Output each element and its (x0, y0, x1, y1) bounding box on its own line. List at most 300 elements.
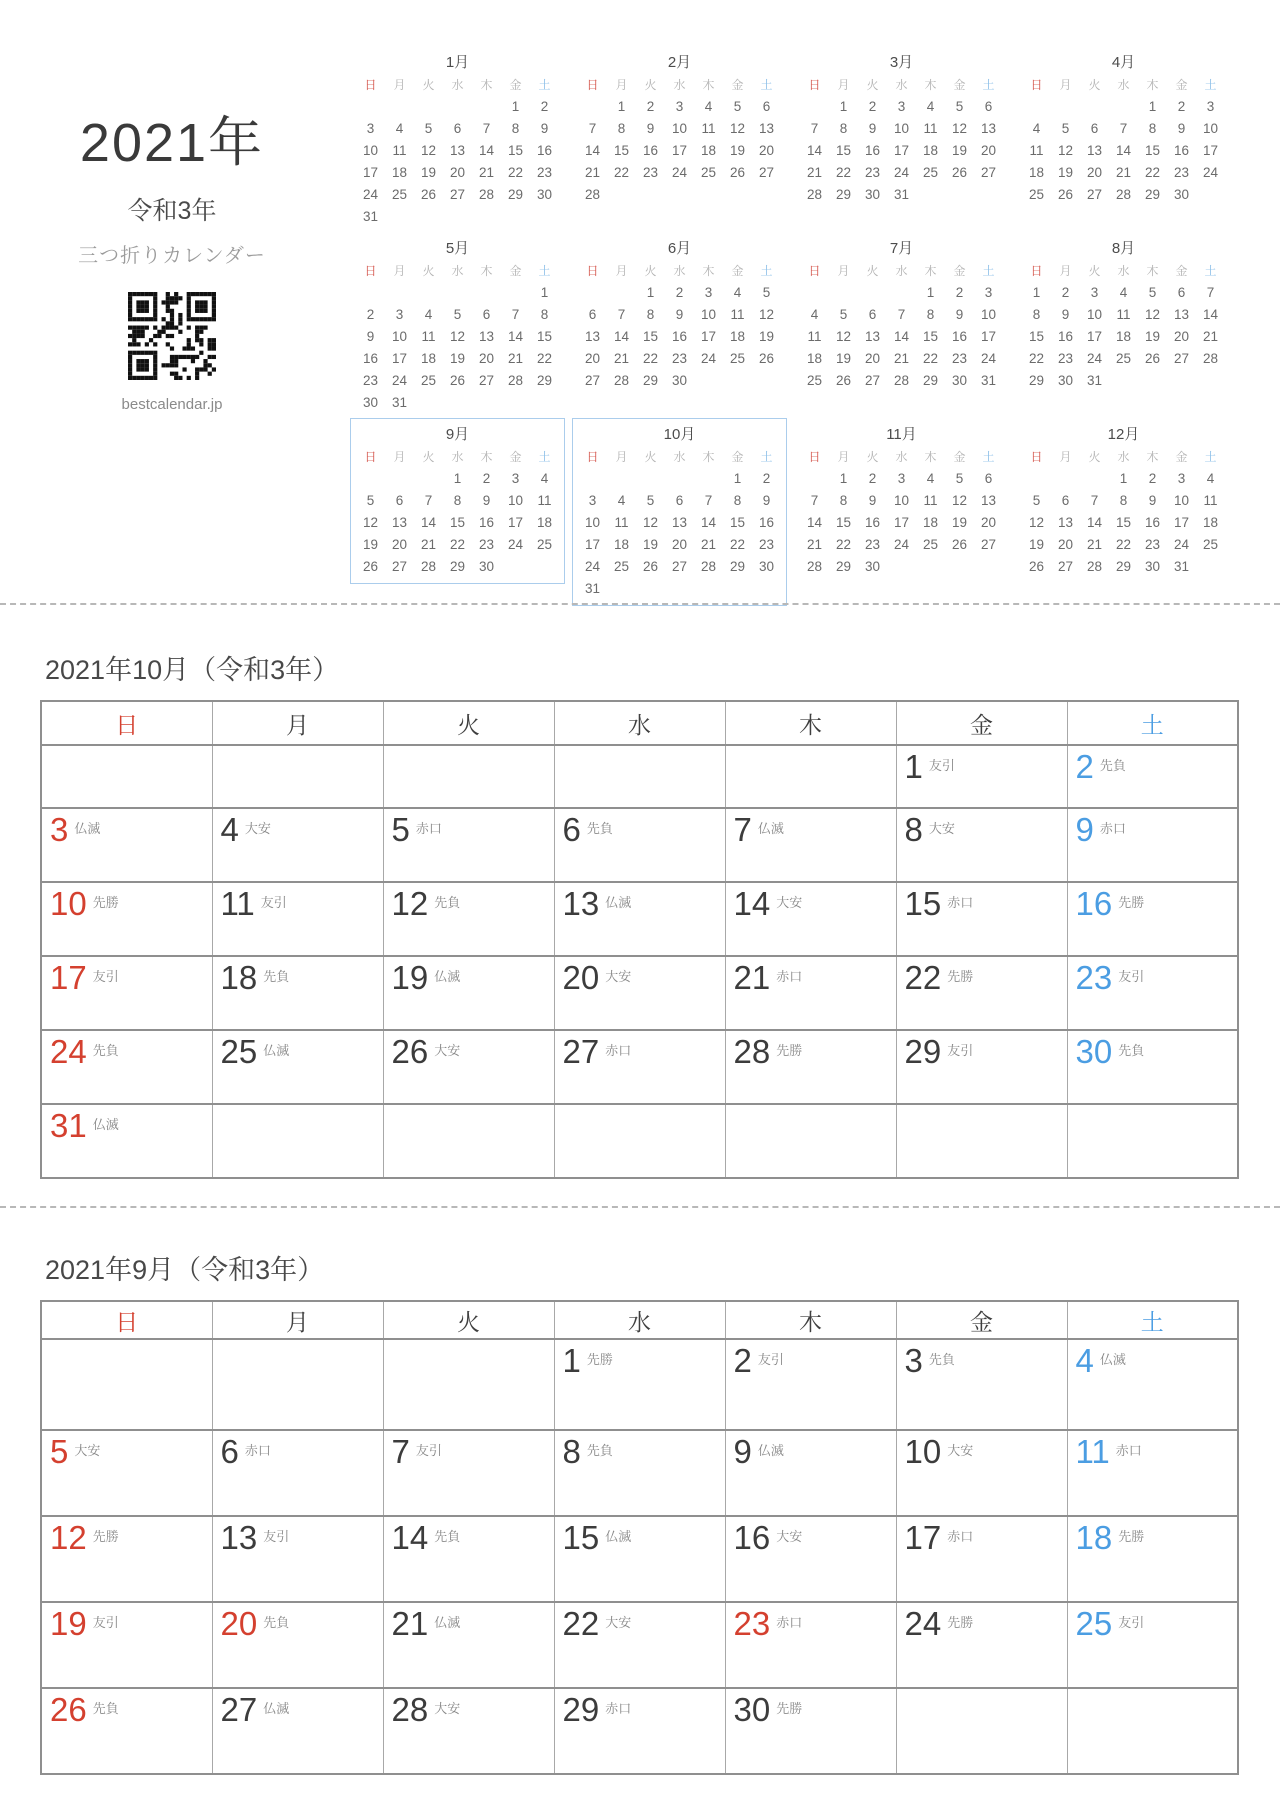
mini-month-title: 5月 (445, 240, 470, 257)
mini-empty-cell (665, 184, 694, 206)
mini-day-cell: 22 (1144, 165, 1161, 180)
mini-empty-cell (607, 578, 636, 600)
empty-day-cell (212, 745, 383, 808)
day-cell (41, 882, 212, 956)
mini-empty-cell (578, 282, 607, 304)
mini-day-cell: 3 (984, 285, 993, 300)
mini-day-cell: 30 (864, 559, 881, 574)
mini-weekday-header: 日 (1030, 264, 1043, 278)
rokuyo-label: 友引 (1118, 969, 1145, 984)
rokuyo-label: 友引 (415, 1443, 442, 1458)
day-cell (896, 1339, 1067, 1430)
mini-day-cell: 19 (951, 515, 968, 530)
mini-day-cell: 26 (951, 165, 968, 180)
section-title-october: 2021年10月（令和3年） (45, 655, 340, 685)
day-cell (725, 1339, 896, 1430)
mini-day-cell: 16 (362, 351, 379, 366)
mini-day-cell: 7 (617, 307, 626, 322)
mini-day-cell: 11 (537, 493, 552, 508)
weekday-header: 木 (725, 701, 896, 745)
mini-day-cell: 19 (642, 537, 659, 552)
mini-month-2月 (578, 52, 781, 206)
day-cell (383, 1430, 554, 1516)
mini-day-cell: 21 (700, 537, 717, 552)
day-cell-content (905, 1435, 1067, 1470)
mini-day-cell: 6 (1061, 493, 1070, 508)
rokuyo-label: 友引 (263, 1529, 290, 1544)
mini-weekday-header: 木 (924, 264, 937, 278)
mini-day-cell: 4 (926, 99, 935, 114)
day-cell-content (50, 1521, 212, 1556)
mini-empty-cell (723, 184, 752, 206)
mini-day-cell: 15 (835, 515, 852, 530)
mini-day-cell: 13 (758, 121, 775, 136)
date-number: 14 (391, 1519, 429, 1556)
mini-weekday-header: 火 (866, 450, 879, 464)
mini-month-grid (1022, 446, 1225, 578)
mini-day-cell: 25 (729, 351, 746, 366)
mini-empty-cell (945, 184, 974, 206)
mini-day-cell: 14 (806, 515, 823, 530)
mini-day-cell: 29 (835, 187, 852, 202)
day-cell (1067, 956, 1238, 1030)
mini-day-cell: 1 (1032, 285, 1041, 300)
mini-day-cell: 13 (1173, 307, 1190, 322)
mini-day-cell: 3 (1177, 471, 1186, 486)
mini-empty-cell (472, 206, 501, 228)
mini-empty-cell (443, 206, 472, 228)
mini-weekday-header: 火 (1088, 450, 1101, 464)
mini-empty-cell (443, 392, 472, 414)
mini-weekday-header: 土 (538, 78, 551, 92)
rokuyo-label: 先勝 (1118, 895, 1145, 910)
mini-day-cell: 20 (478, 351, 495, 366)
day-cell-content (1076, 813, 1238, 848)
week-row (41, 956, 1238, 1030)
rokuyo-label: 大安 (605, 1615, 632, 1630)
mini-month-grid (356, 74, 559, 228)
week-row (41, 745, 1238, 808)
day-cell-content (392, 961, 554, 996)
mini-day-cell: 17 (980, 329, 997, 344)
mini-day-cell: 26 (449, 373, 466, 388)
mini-day-cell: 3 (588, 493, 597, 508)
mini-day-cell: 25 (1028, 187, 1045, 202)
mini-weekday-header: 日 (808, 450, 821, 464)
mini-day-cell: 17 (1086, 329, 1103, 344)
mini-day-cell: 3 (897, 471, 906, 486)
day-cell (41, 956, 212, 1030)
mini-day-cell: 1 (1148, 99, 1157, 114)
mini-day-cell: 9 (1148, 493, 1157, 508)
mini-weekday-header: 日 (364, 78, 377, 92)
mini-weekday-header: 月 (393, 264, 406, 278)
mini-empty-cell (752, 578, 781, 600)
mini-weekday-header: 土 (1204, 450, 1217, 464)
day-cell (554, 1430, 725, 1516)
mini-day-cell: 6 (395, 493, 404, 508)
rokuyo-label: 仏滅 (605, 1529, 632, 1544)
rokuyo-label: 先負 (434, 895, 461, 910)
mini-empty-cell (752, 184, 781, 206)
mini-day-cell: 4 (1119, 285, 1128, 300)
mini-day-cell: 23 (864, 537, 881, 552)
mini-weekday-header: 月 (393, 78, 406, 92)
date-number: 4 (220, 811, 239, 848)
day-cell (554, 808, 725, 882)
mini-day-cell: 31 (584, 581, 601, 596)
mini-day-cell: 23 (1057, 351, 1074, 366)
date-number: 28 (733, 1033, 771, 1070)
date-number: 7 (733, 811, 752, 848)
mini-empty-cell (414, 206, 443, 228)
rokuyo-label: 赤口 (1099, 821, 1126, 836)
date-number: 13 (562, 885, 600, 922)
mini-day-cell: 5 (1061, 121, 1070, 136)
mini-day-cell: 14 (1115, 143, 1132, 158)
mini-day-cell: 6 (984, 99, 993, 114)
date-number: 29 (904, 1033, 942, 1070)
mini-weekday-header: 火 (866, 264, 879, 278)
mini-day-cell: 3 (395, 307, 404, 322)
day-cell-content (392, 1435, 554, 1470)
mini-day-cell: 10 (893, 493, 910, 508)
rokuyo-label: 先負 (263, 969, 290, 984)
day-cell (383, 956, 554, 1030)
mini-weekday-header: 月 (393, 450, 406, 464)
mini-weekday-header: 日 (586, 78, 599, 92)
mini-empty-cell (356, 282, 385, 304)
weekday-header: 金 (896, 701, 1067, 745)
day-cell-content (50, 1109, 212, 1144)
mini-weekday-header: 火 (1088, 264, 1101, 278)
date-number: 2 (733, 1342, 752, 1379)
mini-day-cell: 25 (700, 165, 717, 180)
mini-day-cell: 10 (980, 307, 997, 322)
day-cell (212, 1688, 383, 1774)
mini-day-cell: 30 (478, 559, 495, 574)
day-cell (554, 1339, 725, 1430)
mini-day-cell: 22 (922, 351, 939, 366)
day-cell (896, 1602, 1067, 1688)
day-cell (1067, 1030, 1238, 1104)
mini-empty-cell (800, 468, 829, 490)
weekday-header: 水 (554, 701, 725, 745)
date-number: 16 (733, 1519, 771, 1556)
mini-day-cell: 10 (671, 121, 688, 136)
day-cell-content (392, 887, 554, 922)
mini-day-cell: 19 (449, 351, 466, 366)
mini-day-cell: 10 (391, 329, 408, 344)
date-number: 5 (50, 1433, 69, 1470)
date-number: 17 (904, 1519, 942, 1556)
date-number: 13 (220, 1519, 258, 1556)
mini-day-cell: 6 (868, 307, 877, 322)
week-row (41, 1104, 1238, 1178)
day-cell (554, 882, 725, 956)
day-cell-content (563, 1435, 725, 1470)
empty-day-cell (725, 745, 896, 808)
day-cell-content (905, 887, 1067, 922)
mini-day-cell: 11 (392, 143, 407, 158)
mini-empty-cell (443, 96, 472, 118)
day-cell (212, 882, 383, 956)
mini-day-cell: 16 (1144, 515, 1161, 530)
day-cell-content (734, 1607, 896, 1642)
weekday-header-row (41, 701, 1238, 745)
mini-day-cell: 7 (588, 121, 597, 136)
mini-weekday-header: 木 (1146, 450, 1159, 464)
date-number: 26 (391, 1033, 429, 1070)
mini-weekday-header: 火 (644, 264, 657, 278)
date-number: 28 (391, 1691, 429, 1728)
mini-day-cell: 24 (700, 351, 717, 366)
day-cell-content (734, 1693, 896, 1728)
day-cell-content (1076, 1521, 1238, 1556)
mini-day-cell: 20 (584, 351, 601, 366)
mini-weekday-header: 水 (1117, 264, 1130, 278)
day-cell (212, 1030, 383, 1104)
day-cell-content (734, 1035, 896, 1070)
mini-day-cell: 8 (540, 307, 549, 322)
mini-day-cell: 23 (951, 351, 968, 366)
mini-weekday-header: 月 (1059, 264, 1072, 278)
empty-day-cell (383, 745, 554, 808)
date-number: 4 (1075, 1342, 1094, 1379)
rokuyo-label: 仏滅 (605, 895, 632, 910)
mini-empty-cell (472, 392, 501, 414)
mini-day-cell: 12 (449, 329, 466, 344)
day-cell (1067, 1516, 1238, 1602)
date-number: 20 (220, 1605, 258, 1642)
mini-day-cell: 26 (835, 373, 852, 388)
mini-day-cell: 11 (1029, 143, 1044, 158)
day-cell-content (1076, 750, 1238, 785)
mini-empty-cell (974, 184, 1003, 206)
mini-empty-cell (501, 556, 530, 578)
mini-day-cell: 14 (1202, 307, 1219, 322)
mini-day-cell: 6 (1177, 285, 1186, 300)
mini-empty-cell (385, 468, 414, 490)
mini-empty-cell (414, 96, 443, 118)
weekday-header: 金 (896, 1301, 1067, 1339)
mini-day-cell: 24 (980, 351, 997, 366)
mini-day-cell: 22 (1115, 537, 1132, 552)
day-cell (41, 1104, 212, 1178)
mini-day-cell: 21 (1086, 537, 1103, 552)
mini-day-cell: 27 (478, 373, 495, 388)
day-cell-content (50, 1435, 212, 1470)
mini-month-grid (800, 260, 1003, 392)
mini-day-cell: 24 (391, 373, 408, 388)
mini-empty-cell (607, 468, 636, 490)
week-row (41, 882, 1238, 956)
mini-day-cell: 25 (1115, 351, 1132, 366)
mini-day-cell: 27 (980, 165, 997, 180)
mini-empty-cell (945, 556, 974, 578)
mini-day-cell: 13 (980, 493, 997, 508)
mini-day-cell: 24 (893, 537, 910, 552)
mini-empty-cell (694, 184, 723, 206)
mini-empty-cell (694, 468, 723, 490)
mini-weekday-header: 木 (702, 78, 715, 92)
mini-weekday-header: 火 (1088, 78, 1101, 92)
mini-day-cell: 2 (1061, 285, 1070, 300)
empty-day-cell (41, 745, 212, 808)
mini-weekday-header: 月 (837, 264, 850, 278)
mini-month-grid (578, 74, 781, 206)
mini-day-cell: 5 (955, 471, 964, 486)
weekday-header: 日 (41, 1301, 212, 1339)
mini-empty-cell (356, 468, 385, 490)
rokuyo-label: 友引 (757, 1352, 784, 1367)
rokuyo-label: 大安 (928, 821, 955, 836)
empty-day-cell (554, 1104, 725, 1178)
mini-day-cell: 29 (1028, 373, 1045, 388)
mini-day-cell: 29 (507, 187, 524, 202)
weekday-header: 月 (212, 701, 383, 745)
date-number: 27 (562, 1033, 600, 1070)
mini-day-cell: 1 (839, 99, 848, 114)
date-number: 10 (50, 885, 87, 922)
rokuyo-label: 友引 (1118, 1615, 1145, 1630)
mini-weekday-header: 水 (673, 450, 686, 464)
mini-day-cell: 28 (584, 187, 601, 202)
mini-day-cell: 10 (700, 307, 717, 322)
day-cell-content (392, 1693, 554, 1728)
day-cell (41, 1430, 212, 1516)
mini-day-cell: 22 (1028, 351, 1045, 366)
mini-month-9月 (356, 424, 559, 578)
mini-weekday-header: 水 (673, 78, 686, 92)
day-cell-content (221, 887, 383, 922)
weekday-header: 木 (725, 1301, 896, 1339)
mini-day-cell: 24 (584, 559, 601, 574)
mini-day-cell: 1 (1119, 471, 1128, 486)
rokuyo-label: 仏滅 (263, 1701, 290, 1716)
rokuyo-label: 大安 (947, 1443, 974, 1458)
mini-day-cell: 25 (1202, 537, 1219, 552)
mini-empty-cell (443, 282, 472, 304)
mini-day-cell: 31 (1086, 373, 1103, 388)
mini-day-cell: 9 (762, 493, 771, 508)
mini-month-6月 (578, 238, 781, 392)
mini-day-cell: 7 (704, 493, 713, 508)
mini-day-cell: 23 (758, 537, 775, 552)
day-cell-content (50, 813, 212, 848)
mini-empty-cell (636, 468, 665, 490)
mini-month-grid (800, 446, 1003, 578)
mini-empty-cell (916, 556, 945, 578)
mini-day-cell: 12 (1057, 143, 1074, 158)
mini-weekday-header: 月 (837, 78, 850, 92)
mini-empty-cell (501, 206, 530, 228)
mini-day-cell: 18 (1028, 165, 1045, 180)
week-row (41, 1516, 1238, 1602)
rokuyo-label: 仏滅 (74, 821, 101, 836)
rokuyo-label: 赤口 (776, 969, 803, 984)
mini-weekday-header: 金 (731, 264, 744, 278)
mini-day-cell: 1 (839, 471, 848, 486)
mini-month-7月 (800, 238, 1003, 392)
mini-weekday-header: 月 (615, 78, 628, 92)
mini-day-cell: 3 (1090, 285, 1099, 300)
day-cell-content (221, 1693, 383, 1728)
mini-day-cell: 16 (1173, 143, 1190, 158)
mini-day-cell: 21 (1202, 329, 1219, 344)
mini-day-cell: 3 (897, 99, 906, 114)
day-cell (41, 1030, 212, 1104)
date-number: 24 (50, 1033, 87, 1070)
day-cell (212, 956, 383, 1030)
mini-day-cell: 19 (729, 143, 746, 158)
mini-day-cell: 26 (642, 559, 659, 574)
date-number: 25 (1075, 1605, 1113, 1642)
mini-day-cell: 10 (507, 493, 524, 508)
mini-empty-cell (1109, 370, 1138, 392)
mini-weekday-header: 日 (586, 450, 599, 464)
rokuyo-label: 大安 (776, 1529, 803, 1544)
mini-day-cell: 14 (420, 515, 437, 530)
day-cell (896, 745, 1067, 808)
date-number: 20 (562, 959, 600, 996)
mini-day-cell: 12 (758, 307, 775, 322)
rokuyo-label: 友引 (260, 895, 287, 910)
mini-empty-cell (723, 578, 752, 600)
mini-empty-cell (1109, 96, 1138, 118)
mini-day-cell: 6 (675, 493, 684, 508)
mini-month-title: 4月 (1111, 54, 1136, 71)
rokuyo-label: 仏滅 (434, 1615, 461, 1630)
mini-empty-cell (530, 206, 559, 228)
day-cell-content (563, 1035, 725, 1070)
mini-weekday-header: 土 (538, 450, 551, 464)
weekday-header: 土 (1067, 1301, 1238, 1339)
mini-day-cell: 15 (1115, 515, 1132, 530)
mini-day-cell: 28 (613, 373, 630, 388)
day-cell-content (734, 1344, 896, 1379)
mini-day-cell: 25 (922, 165, 939, 180)
mini-day-cell: 26 (1144, 351, 1161, 366)
mini-empty-cell (1022, 468, 1051, 490)
mini-day-cell: 1 (453, 471, 462, 486)
mini-day-cell: 18 (1115, 329, 1132, 344)
mini-day-cell: 1 (926, 285, 935, 300)
mini-day-cell: 25 (806, 373, 823, 388)
mini-day-cell: 23 (1144, 537, 1161, 552)
mini-empty-cell (1080, 96, 1109, 118)
mini-day-cell: 29 (1144, 187, 1161, 202)
date-number: 25 (220, 1033, 258, 1070)
mini-weekday-header: 木 (702, 264, 715, 278)
mini-day-cell: 21 (806, 165, 823, 180)
mini-month-3月 (800, 52, 1003, 206)
mini-weekday-header: 土 (982, 78, 995, 92)
mini-empty-cell (636, 578, 665, 600)
mini-weekday-header: 金 (731, 78, 744, 92)
mini-day-cell: 28 (806, 187, 823, 202)
mini-empty-cell (665, 578, 694, 600)
mini-day-cell: 28 (478, 187, 495, 202)
mini-day-cell: 1 (646, 285, 655, 300)
mini-day-cell: 9 (540, 121, 549, 136)
mini-empty-cell (1051, 96, 1080, 118)
day-cell-content (734, 887, 896, 922)
mini-day-cell: 24 (671, 165, 688, 180)
mini-day-cell: 8 (1119, 493, 1128, 508)
mini-day-cell: 17 (893, 143, 910, 158)
mini-day-cell: 23 (671, 351, 688, 366)
